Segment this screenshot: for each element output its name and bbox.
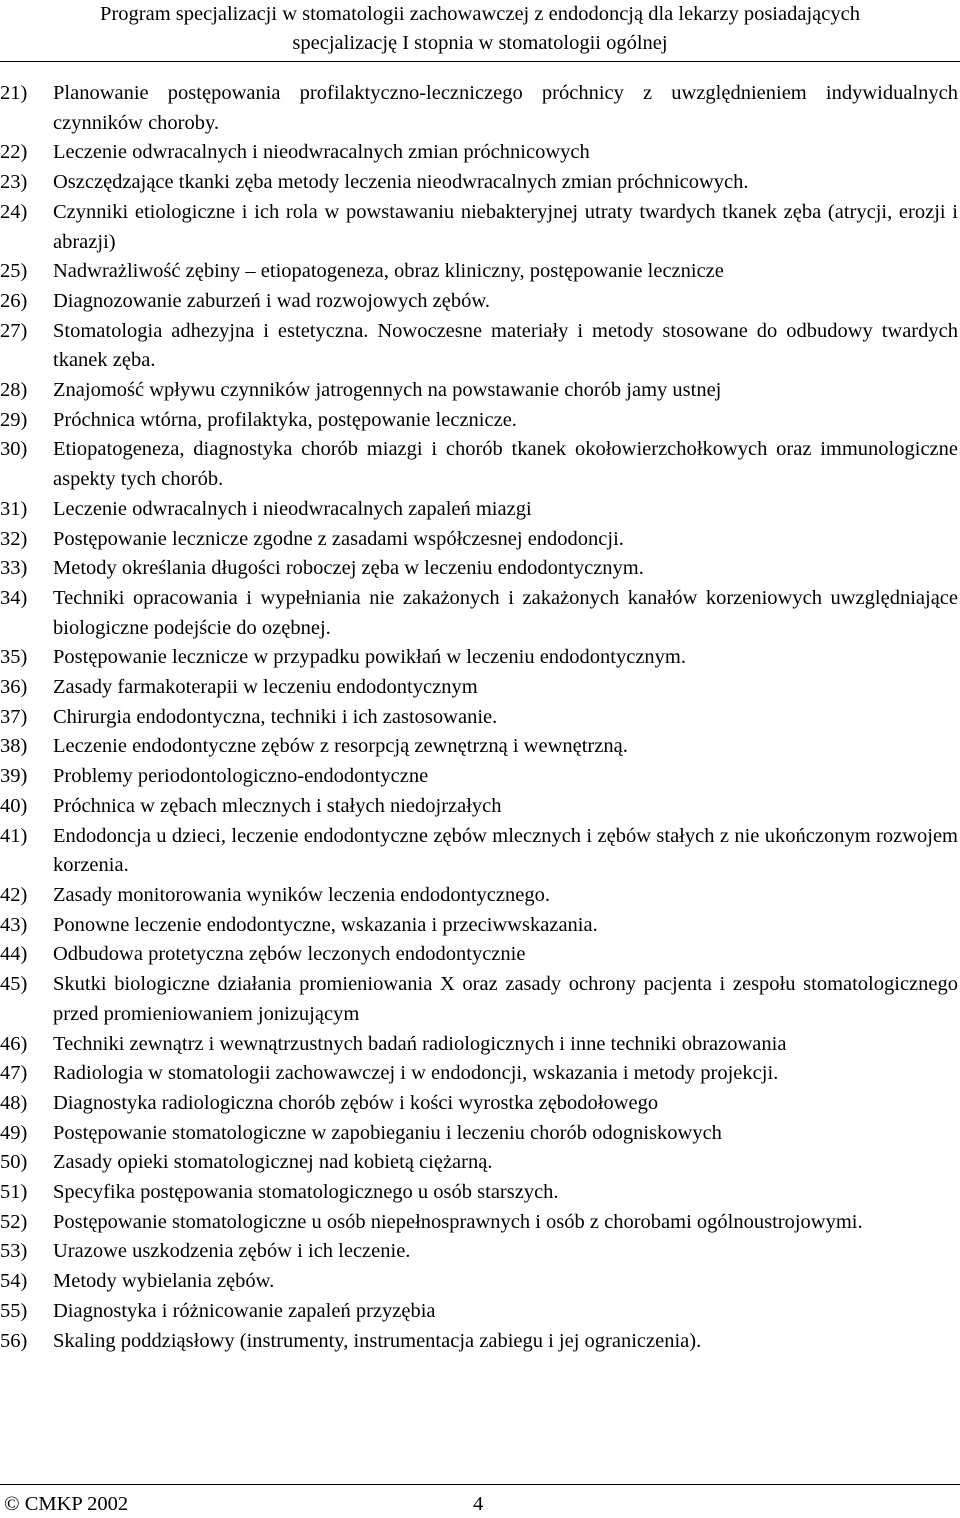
list-item [0,911,958,941]
list-item-number: 51) [0,1181,28,1204]
list-item [0,495,958,525]
list-item-number: 48) [0,1091,28,1114]
list-item-number: 50) [0,1151,28,1174]
list-item-text: Leczenie odwracalnych i nieodwracalnych zapaleń miazgi [53,497,532,520]
list-item-number: 56) [0,1329,28,1352]
list-item-number: 52) [0,1210,28,1233]
list-item [0,940,958,970]
list-item-number: 27) [0,319,28,342]
list-item-text: Chirurgia endodontyczna, techniki i ich zastosowanie. [53,705,498,728]
list-item-text: Próchnica wtórna, profilaktyka, postępowanie lecznicze. [53,408,517,431]
list-item [0,138,958,168]
list-item-text: Radiologia w stomatologii zachowawczej i w endodoncji, wskazania i metody projekcji. [53,1062,779,1085]
list-item-number: 33) [0,557,28,580]
list-item [0,792,958,822]
list-item-text: Leczenie endodontyczne zębów z resorpcją zewnętrzną i wewnętrzną. [53,735,628,758]
list-item-number: 44) [0,943,28,966]
list-item-number: 46) [0,1032,28,1055]
list-item-text: Postępowanie lecznicze w przypadku powikłań w leczeniu endodontycznym. [53,646,687,669]
list-item-number: 35) [0,646,28,669]
list-item-text: Postępowanie stomatologiczne u osób niepełnosprawnych i osób z chorobami ogólnoustrojowymi. [53,1210,863,1233]
list-item-number: 53) [0,1240,28,1263]
list-item-text: Czynniki etiologiczne i ich rola w powstawaniu niebakteryjnej utraty twardych tkanek zęba (atrycji, erozji i abrazji) [53,200,958,253]
list-item-text: Zasady farmakoterapii w leczeniu endodontycznym [53,676,478,699]
list-item [0,287,958,317]
list-item-text: Odbudowa protetyczna zębów leczonych endodontycznie [53,943,526,966]
list-item-number: 41) [0,824,28,847]
list-item-text: Planowanie postępowania profilaktyczno-leczniczego próchnicy z uwzględnieniem indywidualnych czynników choroby. [53,82,958,134]
list-item-number: 36) [0,676,28,699]
list-item-number: 30) [0,438,28,461]
footer-copyright: © CMKP 2002 [4,1493,129,1515]
list-item-number: 38) [0,735,28,758]
list-item-text: Techniki zewnątrz i wewnątrzustnych badań radiologicznych i inne techniki obrazowania [53,1032,787,1055]
list-item-text: Postępowanie lecznicze zgodne z zasadami współczesnej endodoncji. [53,527,624,550]
list-item-text: Znajomość wpływu czynników jatrogennych na powstawanie chorób jamy ustnej [53,379,722,402]
list-item-text: Urazowe uszkodzenia zębów i ich leczenie. [53,1240,411,1263]
list-item-text: Metody wybielania zębów. [53,1270,275,1293]
list-item [0,435,958,494]
list-item [0,673,958,703]
list-item-number: 42) [0,883,28,906]
list-item-text: Specyfika postępowania stomatologicznego u osób starszych. [53,1181,559,1204]
list-item-number: 54) [0,1270,28,1293]
list-item [0,554,958,584]
list-item [0,822,958,881]
list-item-text: Skutki biologiczne działania promieniowania X oraz zasady ochrony pacjenta i zespołu stomatologicznego przed promieniowaniem jonizującym [53,973,958,1025]
list-item-number: 26) [0,289,28,312]
list-item-text: Endodoncja u dzieci, leczenie endodontyczne zębów mlecznych i zębów stałych z nie ukończonym rozwojem korzenia. [53,824,958,877]
list-item-number: 23) [0,171,28,194]
list-item-text: Postępowanie stomatologiczne w zapobieganiu i leczeniu chorób odogniskowych [53,1121,722,1144]
list-item [0,762,958,792]
list-item-number: 39) [0,765,28,788]
topic-list [0,79,958,1356]
list-item-number: 47) [0,1062,28,1085]
list-item-text: Leczenie odwracalnych i nieodwracalnych zmian próchnicowych [53,141,590,164]
list-item-text: Diagnostyka radiologiczna chorób zębów i kości wyrostka zębodołowego [53,1091,659,1114]
page-header [0,0,960,58]
list-item [0,1030,958,1060]
list-item-number: 22) [0,141,28,164]
list-item [0,643,958,673]
list-item-number: 49) [0,1121,28,1144]
list-item-text: Metody określania długości roboczej zęba w leczeniu endodontycznym. [53,557,644,580]
list-item-number: 28) [0,379,28,402]
list-item-text: Etiopatogeneza, diagnostyka chorób miazgi i chorób tkanek okołowierzchołkowych oraz immunologiczne aspekty tych chorób. [53,438,958,491]
list-item-number: 55) [0,1299,28,1322]
list-item-number: 37) [0,705,28,728]
page-number: 4 [473,1493,484,1515]
list-item [0,1089,958,1119]
list-item [0,1237,958,1267]
list-item-number: 21) [0,82,28,104]
list-item-text: Próchnica w zębach mlecznych i stałych niedojrzałych [53,794,502,817]
list-item [0,257,958,287]
list-item-number: 24) [0,200,28,223]
list-item [0,1297,958,1327]
list-item-number: 34) [0,586,28,609]
list-item-number: 40) [0,794,28,817]
list-item [0,1208,958,1238]
list-item [0,584,958,643]
list-item [0,376,958,406]
list-item [0,168,958,198]
list-item-text: Diagnostyka i różnicowanie zapaleń przyzębia [53,1299,436,1322]
list-item-text: Skaling poddziąsłowy (instrumenty, instrumentacja zabiegu i jej ograniczenia). [53,1329,702,1352]
list-item [0,1148,958,1178]
list-item-text: Diagnozowanie zaburzeń i wad rozwojowych zębów. [53,289,490,312]
list-item [0,1327,958,1357]
footer-rule [0,1484,960,1485]
list-item-number: 43) [0,913,28,936]
list-item [0,970,958,1029]
list-item [0,198,958,257]
list-item [0,79,958,138]
list-item-text: Nadwrażliwość zębiny – etiopatogeneza, obraz kliniczny, postępowanie lecznicze [53,260,724,283]
list-item [0,881,958,911]
list-item-text: Techniki opracowania i wypełniania nie zakażonych i zakażonych kanałów korzeniowych uwzględniające biologiczne podejście do ozębnej. [53,586,958,639]
list-item-number: 25) [0,260,28,283]
header-line-1: Program specjalizacji w stomatologii zachowawczej z endodoncją dla lekarzy posiadających [100,3,860,25]
list-item-number: 31) [0,497,28,520]
list-item-number: 29) [0,408,28,431]
header-rule [0,61,960,62]
list-item [0,317,958,376]
list-item [0,525,958,555]
header-line-2: specjalizację I stopnia w stomatologii ogólnej [292,32,668,54]
list-item [0,406,958,436]
list-item [0,1267,958,1297]
list-item-text: Zasady monitorowania wyników leczenia endodontycznego. [53,883,550,906]
list-item-text: Stomatologia adhezyjna i estetyczna. Nowoczesne materiały i metody stosowane do odbudowy twardych tkanek zęba. [53,319,958,372]
list-item [0,1119,958,1149]
list-item [0,732,958,762]
list-item-text: Ponowne leczenie endodontyczne, wskazania i przeciwwskazania. [53,913,598,936]
list-item [0,1178,958,1208]
list-item-number: 32) [0,527,28,550]
list-item-text: Zasady opieki stomatologicznej nad kobietą ciężarną. [53,1151,493,1174]
list-item-number: 45) [0,973,28,996]
list-item [0,703,958,733]
list-item-text: Oszczędzające tkanki zęba metody leczenia nieodwracalnych zmian próchnicowych. [53,171,749,194]
list-item [0,1059,958,1089]
list-item-text: Problemy periodontologiczno-endodontyczne [53,765,429,788]
